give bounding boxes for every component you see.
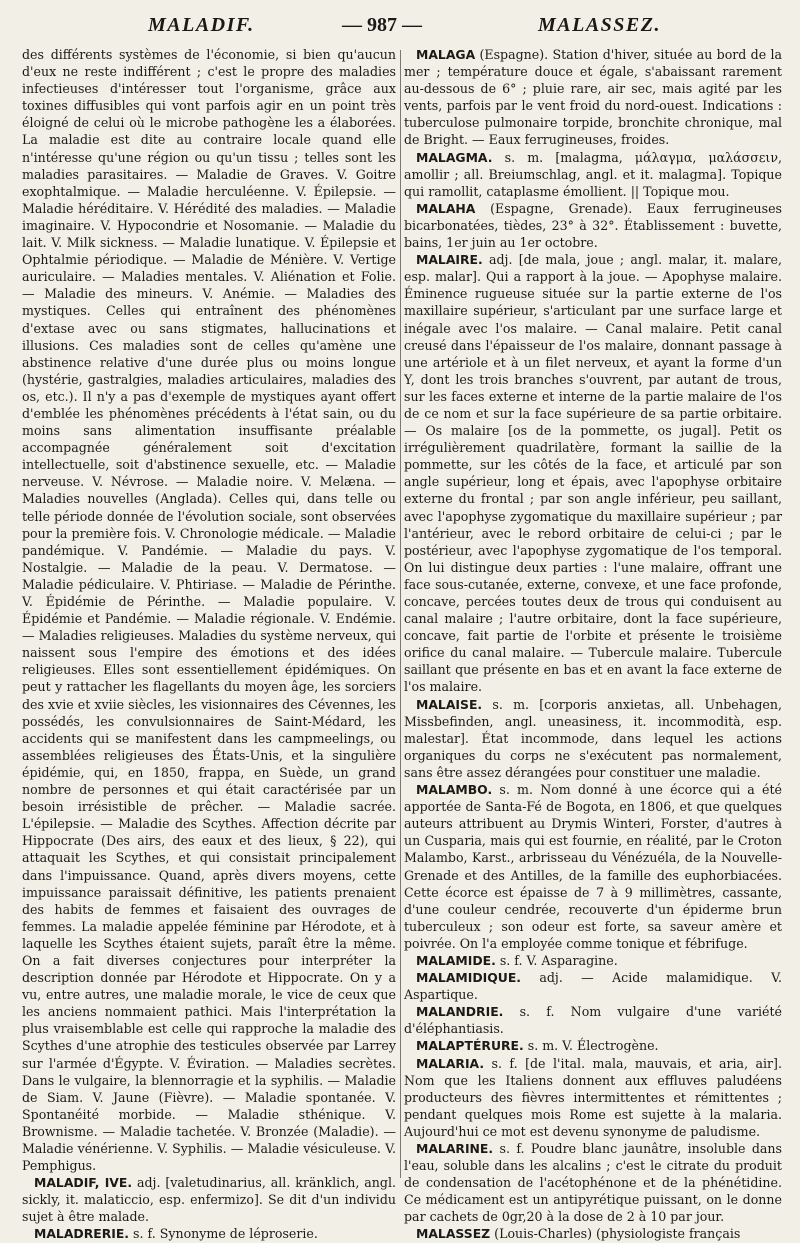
entry-headword: MALAISE.: [416, 696, 483, 712]
entry-malamide: [404, 952, 782, 969]
entry-headword: MALADIF, IVE.: [34, 1175, 133, 1191]
entry-headword: MALASSEZ: [416, 1226, 491, 1242]
entry-malaise: [404, 696, 782, 781]
entry-malandrie: [404, 1003, 782, 1037]
entry-text: adj. — Acide malamidique. V. Aspartique.: [404, 970, 782, 1003]
entry-malassez: [404, 1225, 782, 1242]
entry-text: s. f. Poudre blanc jaunâtre, insoluble dans l'eau, soluble dans les alcalins ; c'est le citrate du produit de condensation de l'acétophénone et de la phénétidine. Ce médicament est un antipyrétique puissant, on le donne par cachets de 0gr,20 à la dose de 2 à 10 par jour.: [404, 1141, 782, 1225]
entry-malagma: [404, 149, 782, 200]
left-column: [22, 46, 396, 1242]
entry-headword: MALAHA: [416, 200, 476, 216]
running-head: [0, 0, 800, 46]
entry-malaria: [404, 1055, 782, 1140]
entry-malaga: [404, 46, 782, 149]
entry-text: adj. [de mala, joue ; angl. malar, it. malare, esp. malar]. Qui a rapport à la joue. — Apophyse malaire. Éminence rugueuse située sur la partie externe de l'os maxillaire supérieur, s'articulant par une surface large et inégale avec l'os malaire. — Canal malaire. Petit canal creusé dans l'épaisseur de l'os malaire, donnant passage à une artériole et à un filet nerveux, et ayant la forme d'un Y, dont les trois branches s'ouvrent, par autant de trous, sur les faces externe et interne de la partie malaire de l'os de ce nom et sur la face supérieure de sa partie orbitaire. — Os malaire [os de la pommette, os jugal]. Petit os irrégulièrement quadrilatère, formant la saillie de la pommette, sur les côtés de la face, et articulé par son angle supérieur, long et épais, avec l'apophyse orbitaire externe du frontal ; par son angle inférieur, peu saillant, avec l'apophyse zygomatique du maxillaire supérieur ; par l'antérieur, avec le rebord orbitaire de celui-ci ; par le postérieur, avec l'apophyse zygomatique de l'os temporal. On lui distingue deux parties : l'une malaire, offrant une face sous-cutanée, externe, convexe, et une face profonde, concave, percées toutes deux de trous qui conduisent au canal malaire ; l'autre orbitaire, dont la face supérieure, concave, fait partie de l'orbite et présente le troisième orifice du canal malaire. — Tubercule malaire. Tubercule saillant que présente en bas et en avant la face externe de l'os malaire.: [404, 252, 782, 695]
entry-text: adj. [valetudinarius, all. kränklich, angl. sickly, it. malaticcio, esp. enfermizo]. Se dit d'un individu sujet à être malade.: [22, 1175, 396, 1225]
page-number: — 987 —: [342, 14, 422, 36]
entry-headword: MALAGA: [416, 47, 476, 62]
entry-headword: MALAMIDE.: [416, 952, 496, 968]
entry-headword: MALAMBO.: [416, 782, 493, 798]
header-left-guideword: MALADIF.: [148, 14, 255, 36]
entry-maladif: [22, 1174, 396, 1225]
entry-headword: MALAGMA.: [416, 149, 493, 165]
entry-text: (Espagne). Station d'hiver, située au bord de la mer ; température douce et égale, s'abaissant rarement au-dessous de 6° ; pluie rare, air sec, mais agité par les vents, parfois par le vent froid du nord-ouest. Indications : tuberculose pulmonaire torpide, bronchite chronique, mal de Bright. — Eaux ferrugineuses, froides.: [404, 47, 782, 148]
entry-malapterure: [404, 1037, 782, 1054]
entry-text: s. f. Synonyme de léproserie.: [133, 1226, 318, 1242]
entry-text: (Espagne, Grenade). Eaux ferrugineuses bicarbonatées, tièdes, 23° à 32°. Établissement : buvette, bains, 1er juin au 1er octobre.: [404, 200, 782, 251]
entry-headword: MALAMIDIQUE.: [416, 970, 522, 986]
entry-text: s. m. [corporis anxietas, all. Unbehagen, Missbefinden, angl. uneasiness, it. incommodità, esp. malestar]. État incommode, dans lequel les actions organiques du corps ne s'exécutent pas normalement, sans être assez dérangées pour constituer une maladie.: [404, 696, 782, 780]
entry-text: (Louis-Charles) (physiologiste français: [494, 1226, 741, 1242]
entry-maladrerie: [22, 1225, 396, 1242]
entry-malaha: [404, 200, 782, 251]
header-right-guideword: MALASSEZ.: [538, 14, 661, 36]
entry-continued: [22, 46, 396, 1174]
entry-headword: MALARIA.: [416, 1055, 485, 1071]
entry-text: s. m. Nom donné à une écorce qui a été apportée de Santa-Fé de Bogota, en 1806, et que quelques auteurs attribuent au Drymis Winteri, Forster, d'autres à un Cusparia, mais qui est fournie, en réalité, par le Croton Malambo, Karst., arbrisseau du Vénézuéla, de la Nouvelle-Grenade et des Antilles, de la famille des euphorbiacées. Cette écorce est épaisse de 7 à 9 millimètres, cassante, d'une couleur cendrée, recouverte d'un épiderme brun tuberculeux ; son odeur est forte, sa saveur amère et poivrée. On l'a employée comme tonique et fébrifuge.: [404, 782, 782, 951]
entry-malambo: [404, 781, 782, 952]
right-column: [404, 46, 782, 1242]
column-divider: [400, 50, 401, 1178]
entry-headword: MALAPTÉRURE.: [416, 1038, 524, 1054]
entry-text: s. m. V. Électrogène.: [527, 1038, 659, 1054]
entry-text: s. m. [malagma, μάλαγμα, μαλάσσειν, amollir ; all. Breiumschlag, angl. et it. malagma]. Topique qui ramollit, cataplasme émollient. || Topique mou.: [404, 149, 782, 199]
entry-text: des différents systèmes de l'économie, si bien qu'aucun d'eux ne reste indifférent ; c'est le propre des maladies infectieuses d'intéresser tout l'organisme, grâce aux toxines diffusibles qui vont parfois agir en un point très éloigné de celui où le microbe pathogène les a élaborées. La maladie est dite au contraire locale quand elle n'intéresse qu'une région ou qu'un tissu ; telles sont les maladies parasitaires. — Maladie de Graves. V. Goitre exophtalmique. — Maladie herculéenne. V. Épilepsie. — Maladie héréditaire. V. Hérédité des maladies. — Maladie imaginaire. V. Hypocondrie et Nosomanie. — Maladie du lait. V. Milk sickness. — Maladie lunatique. V. Épilepsie et Ophtalmie périodique. — Maladie de Ménière. V. Vertige auriculaire. — Maladies mentales. V. Aliénation et Folie. — Maladie des mineurs. V. Anémie. — Maladies des mystiques. Celles qui entraînent des phénomènes d'extase avec ou sans stigmates, hallucinations et illusions. Ces maladies sont de celles qu'amène une abstinence relative d'une durée plus ou moins longue (hystérie, gastralgies, maladies articulaires, maladies des os, etc.). Il n'y a pas d'exemple de mystiques ayant offert d'emblée les phénomènes précédents à l'état sain, ou du moins sans alimentation insuffisante préalable accompagnée généralement soit d'excitation intellectuelle, soit d'abstinence sexuelle, etc. — Maladie nerveuse. V. Névrose. — Maladie noire. V. Melæna. — Maladies nouvelles (Anglada). Celles qui, dans telle ou telle période donnée de l'évolution sociale, sont observées pour la première fois. V. Chronologie médicale. — Maladie pandémique. V. Pandémie. — Maladie du pays. V. Nostalgie. — Maladie de la peau. V. Dermatose. — Maladie pédiculaire. V. Phtiriase. — Maladie de Périnthe. V. Épidémie de Périnthe. — Maladie populaire. V. Épidémie et Pandémie. — Maladie régionale. V. Endémie. — Maladies religieuses. Maladies du système nerveux, qui naissent sous l'empire des émotions et des idées religieuses. Elles sont essentiellement épidémiques. On peut y rattacher les flagellants du moyen âge, les sorciers des xvie et xviie siècles, les visionnaires des Cévennes, les possédés, les convulsionnaires de Saint-Médard, les accidents qui se manifestent dans les campmeelings, ou assemblées religieuses des États-Unis, et la singulière épidémie, qui, en 1850, frappa, en Suède, un grand nombre de personnes et qui était caractérisée par un besoin irrésistible de prêcher. — Maladie sacrée. L'épilepsie. — Maladie des Scythes. Affection décrite par Hippocrate (Des airs, des eaux et des lieux, § 22), qui attaquait les Scythes, et qui consistait principalement dans l'impuissance. Quand, après divers moyens, cette impuissance paraissait définitive, les patients prenaient des habits de femmes et faisaient des ouvrages de femmes. La maladie appelée féminine par Hérodote, et à laquelle les Scythes étaient sujets, paraît être la même. On a fait diverses conjectures pour interpréter la description donnée par Hérodote et Hippocrate. On y a vu, entre autres, une maladie morale, le vice de ceux que les anciens nommaient pathici. Mais l'interprétation la plus vraisemblable est celle qui rapproche la maladie des Scythes d'une atrophie des testicules observée par Larrey sur l'armée d'Égypte. V. Éviration. — Maladies secrètes. Dans le vulgaire, la blennorragie et la syphilis. — Maladie de Siam. V. Jaune (Fièvre). — Maladie spontanée. V. Spontanéité morbide. — Maladie sthénique. V. Brownisme. — Maladie tachetée. V. Bronzée (Maladie). — Maladie vénérienne. V. Syphilis. — Maladie vésiculeuse. V. Pemphigus.: [22, 47, 396, 1174]
entry-malamidique: [404, 969, 782, 1003]
entry-malarine: [404, 1140, 782, 1225]
entry-text: s. f. [de l'ital. mala, mauvais, et aria, air]. Nom que les Italiens donnent aux effluves paludéens producteurs des fièvres intermittentes et rémittentes ; pendant quelques mois Rome est sujette à la malaria. Aujourd'hui ce mot est devenu synonyme de paludisme.: [404, 1055, 782, 1139]
entry-headword: MALANDRIE.: [416, 1004, 504, 1020]
entry-headword: MALADRERIE.: [34, 1226, 130, 1242]
entry-text: s. f. Nom vulgaire d'une variété d'éléphantiasis.: [404, 1004, 782, 1037]
entry-malaire: [404, 251, 782, 695]
entry-text: s. f. V. Asparagine.: [499, 952, 618, 968]
entry-headword: MALAIRE.: [416, 252, 483, 268]
entry-headword: MALARINE.: [416, 1141, 494, 1156]
